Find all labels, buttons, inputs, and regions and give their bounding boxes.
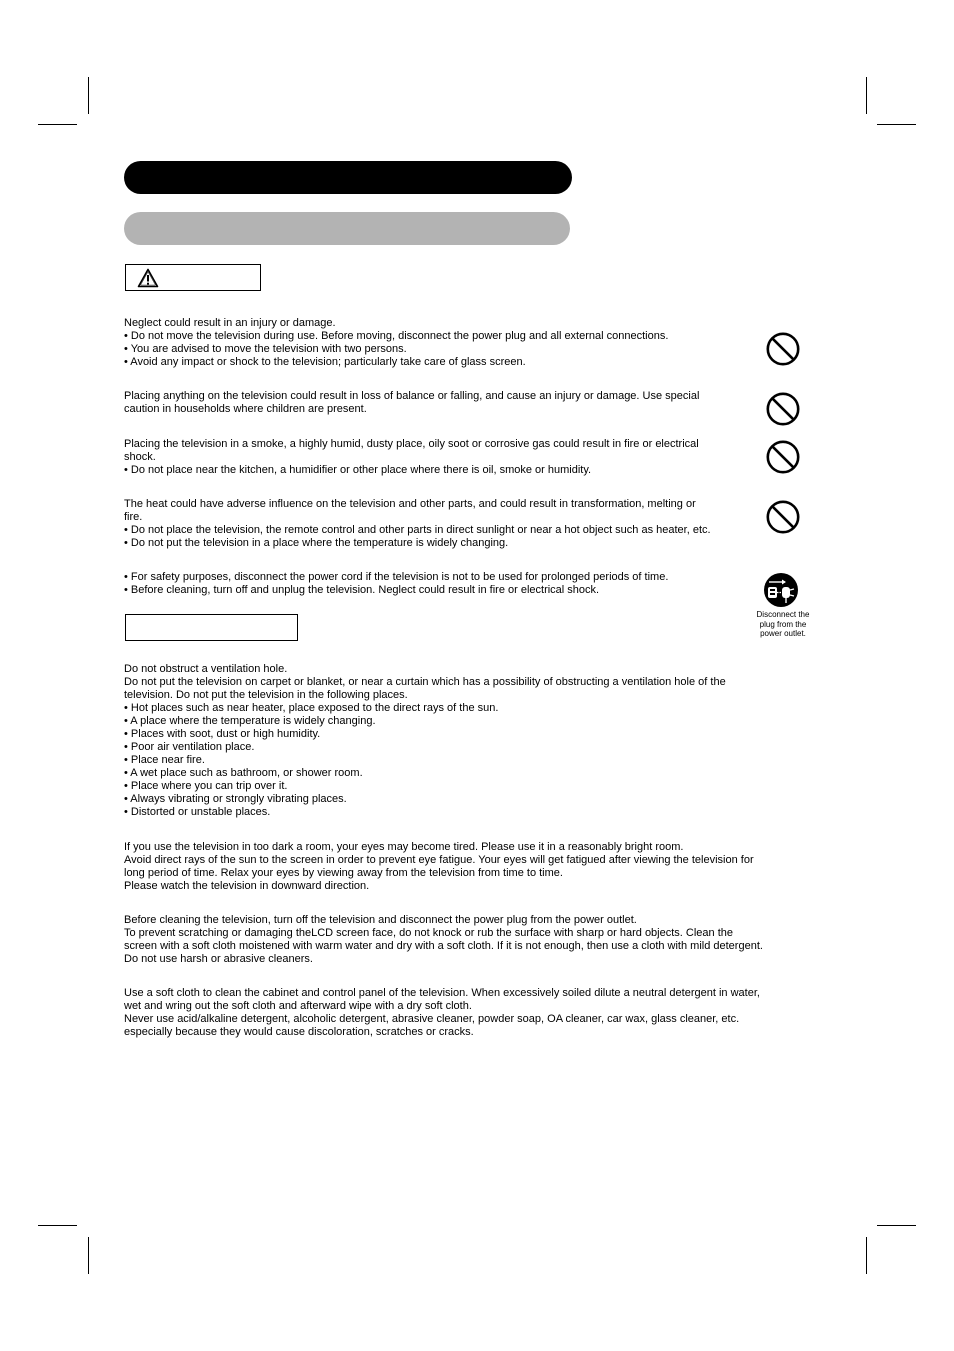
prohibited-icon (766, 500, 800, 534)
text-placing-objects: Placing anything on the television could result in loss of balance or falling, and cause an injury or damage. Use special caution in households where children are present. (124, 390, 700, 415)
crop-mark (38, 124, 77, 125)
text-ventilation: Do not obstruct a ventilation hole. Do not put the television on carpet or blanket, or near a curtain which has a possibility of obstructing a ventilation hole of the television. Do not put the television in the following places. • Hot places such as near heater, place exposed to the direct rays of the sun. • A place where the temperature is widely changing. • Places with soot, dust or high humidity. • Poor air ventilation place. • Place near fire. • A wet place such as bathroom, or shower room. • Place where you can trip over it. • Always vibrating or strongly vibrating places. • Distorted or unstable places. (124, 663, 726, 818)
text-environment: Placing the television in a smoke, a highly humid, dusty place, oily soot or corrosive gas could result in fire or electrical shock. • Do not place near the kitchen, a humidifier or other place where there is oil, smoke or humidity. (124, 438, 699, 476)
crop-mark (877, 1225, 916, 1226)
crop-mark (877, 124, 916, 125)
crop-mark (866, 1237, 867, 1274)
section-subheader-bar (124, 212, 570, 245)
crop-mark (38, 1225, 77, 1226)
crop-mark (88, 1237, 89, 1274)
caution-label-box (125, 264, 261, 291)
crop-mark (88, 77, 89, 114)
unplug-caption: Disconnect the plug from the power outlet. (756, 610, 810, 638)
text-screen-cleaning: Before cleaning the television, turn off the television and disconnect the power plug from the power outlet. To prevent scratching or damaging theLCD screen face, do not knock or rub the surface with sharp or hard objects. Clean the screen with a soft cloth moistened with warm water and dry with a soft cloth. If it is not enough, then use a cloth with mild detergent. Do not use harsh or abrasive cleaners. (124, 914, 763, 965)
text-eyes: If you use the television in too dark a room, your eyes may become tired. Please use it in a reasonably bright room. Avoid direct rays of the sun to the screen in order to prevent eye fatigue. Your eyes will get fatigued after viewing the television for long period of time. Relax your eyes by viewing away from the television from time to time. Please watch the television in downward direction. (124, 841, 754, 892)
text-cabinet-cleaning: Use a soft cloth to clean the cabinet and control panel of the television. When excessively soiled dilute a neutral detergent in water, wet and wring out the soft cloth and afterward wipe with a dry soft cloth. Never use acid/alkaline detergent, alcoholic detergent, abrasive cleaner, powder soap, OA cleaner, car wax, glass cleaner, etc. especially because they would cause discoloration, scratches or cracks. (124, 987, 760, 1038)
prohibited-icon (766, 440, 800, 474)
label-box (125, 614, 298, 641)
text-power: • For safety purposes, disconnect the power cord if the television is not to be used for prolonged periods of time. • Before cleaning, turn off and unplug the television. Neglect could result in fire or electrical shock. (124, 571, 669, 596)
prohibited-icon (766, 392, 800, 426)
text-intro: Neglect could result in an injury or damage. • Do not move the television during use. Before moving, disconnect the power plug and all external connections. • You are advised to move the television with two persons. • Avoid any impact or shock to the television; particularly take care of glass screen. (124, 317, 669, 368)
prohibited-icon (766, 332, 800, 366)
text-heat: The heat could have adverse influence on the television and other parts, and could result in transformation, melting or fire. • Do not place the television, the remote control and other parts in direct sunlight or near a hot object such as heater, etc. • Do not put the television in a place where the temperature is widely changing. (124, 498, 711, 549)
crop-mark (866, 77, 867, 114)
warning-triangle-icon (137, 268, 159, 288)
unplug-icon (763, 572, 799, 608)
section-header-bar (124, 161, 572, 194)
